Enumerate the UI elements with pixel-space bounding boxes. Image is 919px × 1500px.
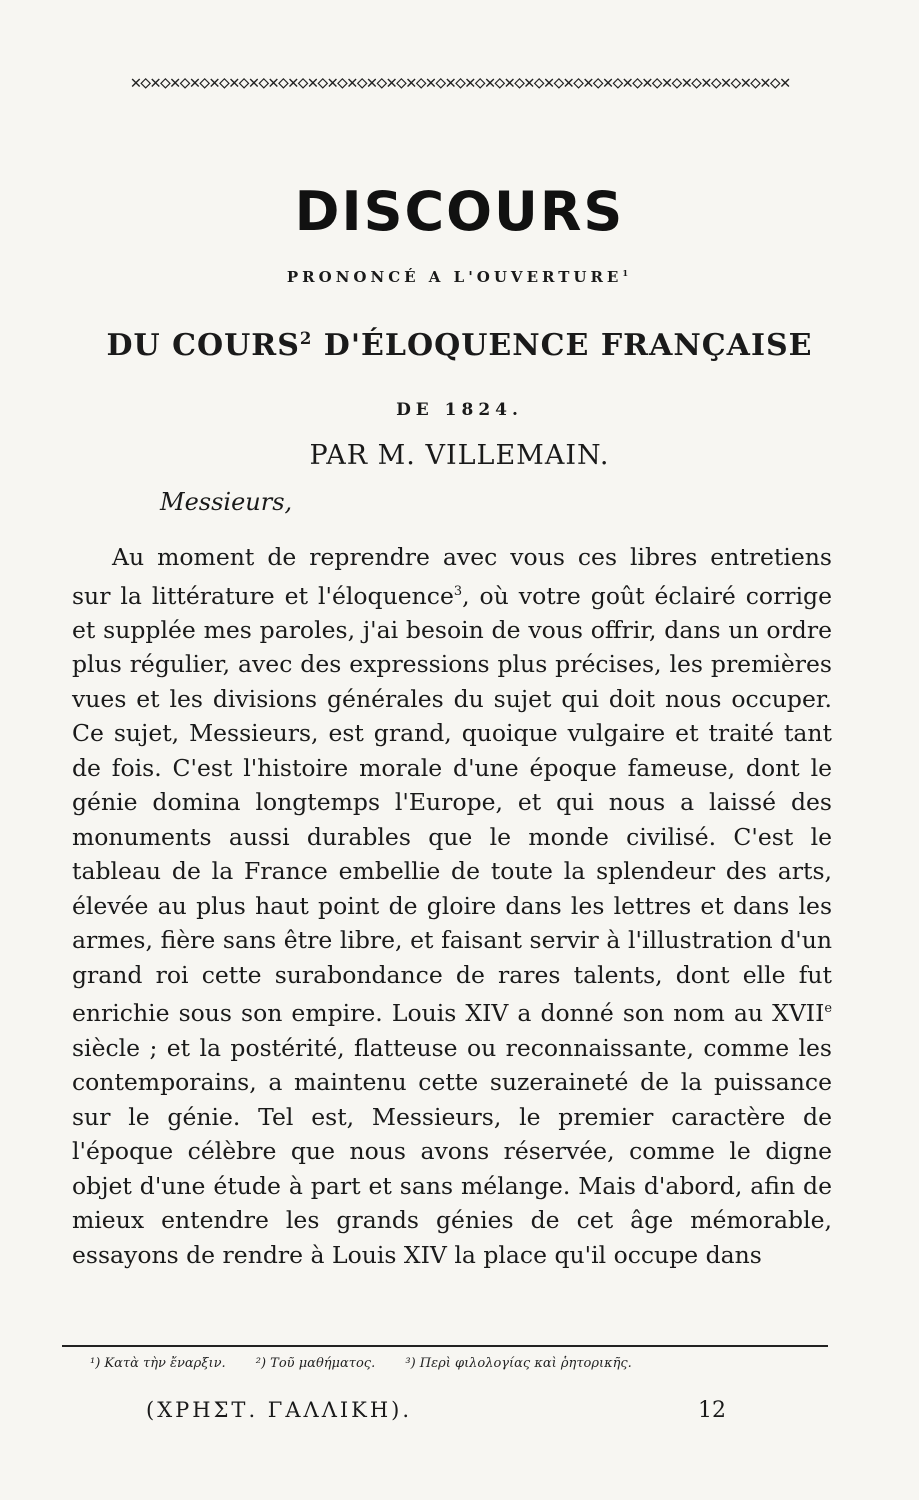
footnote-2: ²) Τοῦ μαθήματος. xyxy=(255,1356,376,1371)
footnote-3: ³) Περὶ φιλολογίας καὶ ῥητορικῆς. xyxy=(405,1356,632,1371)
page-number: 12 xyxy=(698,1398,726,1423)
footnote-1: ¹) Κατὰ τὴν ἔναρξιν. xyxy=(90,1356,226,1371)
subtitle-line-1-text: PRONONCÉ A L'OUVERTURE xyxy=(286,268,623,286)
body-text-part-3: siècle ; et la postérité, flatteuse ou reconnaissante, comme les contemporains, a maintenu cette suzeraineté de la puissance sur le génie. Tel est, Messieurs, le premier caractère de l'époque célèbre que nous avons réservée, comme le digne objet d'une étude à part et sans mélange. Mais d'abord, afin de mieux entendre les grands génies de cet âge mémorable, essayons de rendre à Louis XIV la place qu'il occupe dans xyxy=(72,1033,832,1269)
body-text-part-2: , où votre goût éclairé corrige et supplée mes paroles, j'ai besoin de vous offrir, dans un ordre plus régulier, avec des expressions plus précises, les premières vues et les divisions générales du sujet qui doit nous occuper. Ce sujet, Messieurs, est grand, quoique vulgaire et traité tant de fois. C'est l'histoire morale d'une époque fameuse, dont le génie domina longtemps l'Europe, et qui nous a laissé des monuments aussi durables que le monde civilisé. C'est le tableau de la France embellie de toute la splendeur des arts, élevée au plus haut point de gloire dans les lettres et dans les armes, fière sans être libre, et faisant servir à l'illustration d'un grand roi cette surabondance de rares talents, dont elle fut enrichie sous son empire. Louis XIV a donné son nom au XVII xyxy=(72,581,832,1028)
body-text-part-1: Au moment de reprendre avec vous ces libres entretiens sur la littérature et l'éloquence xyxy=(72,543,832,610)
salutation: Messieurs, xyxy=(160,488,293,516)
subtitle-line-2 xyxy=(0,328,919,363)
footnote-ref-3: 3 xyxy=(453,583,463,599)
century-superscript: e xyxy=(824,1001,832,1017)
footnote-ref-2: 2 xyxy=(299,329,313,348)
subtitle-line-2-part-b: D'ÉLOQUENCE FRANÇAISE xyxy=(312,328,813,363)
footnote-ref-1: 1 xyxy=(622,268,633,278)
subtitle-line-2-part-a: DU COURS xyxy=(106,328,300,363)
footnote-divider xyxy=(62,1345,828,1347)
book-title: (ΧΡΗΣΤ. ΓΑΛΛΙΚΗ). xyxy=(146,1398,413,1422)
year-line: DE 1824. xyxy=(396,400,523,420)
body-paragraph xyxy=(72,540,832,1272)
header-ornament: ✕◇✕◇✕◇✕◇✕◇✕◇✕◇✕◇✕◇✕◇✕◇✕◇✕◇✕◇✕◇✕◇✕◇✕◇✕◇✕◇✕◇✕◇✕◇✕◇✕◇✕◇✕◇✕◇✕◇✕◇✕◇✕◇✕◇✕ xyxy=(130,72,790,93)
subtitle-line-1 xyxy=(0,268,919,286)
author-line: PAR M. VILLEMAIN. xyxy=(309,440,610,471)
page-title: DISCOURS xyxy=(294,180,625,243)
footnotes xyxy=(90,1356,790,1371)
